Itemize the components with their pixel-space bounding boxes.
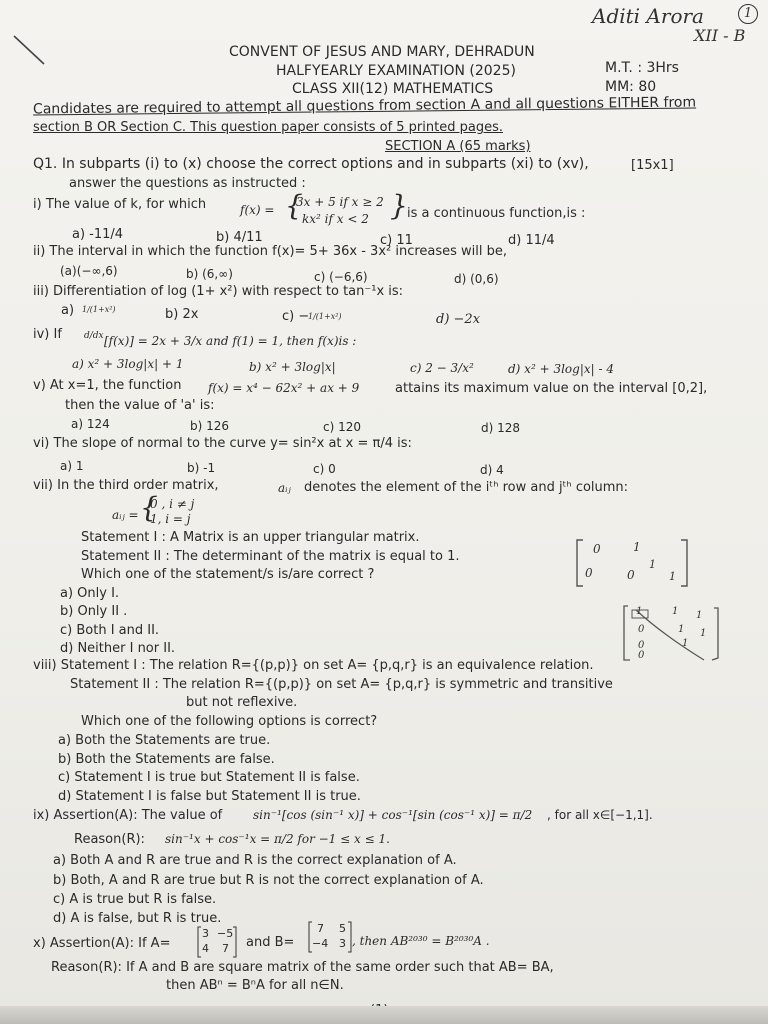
question-i-brace: { [285,189,303,222]
max-marks: MM: 80 [605,79,657,95]
matrix-1-cell: 1 [669,570,676,583]
question-i-option-a: a) -11/4 [72,227,124,242]
question-ii-option-b: b) (6,∞) [186,267,233,281]
matrix-2-cell: 0 [638,624,645,635]
question-ix-option-b: b) Both, A and R are true but R is not the correct explanation of A. [53,873,484,888]
question-iv-if: iv) If [33,327,62,342]
question-vi-option-c: c) 0 [313,462,336,476]
matrix-b-cell: −4 [312,937,329,950]
question-x-statement: , then AB²⁰³⁰ = B²⁰³⁰A . [352,934,490,948]
question-vii-option-c: c) Both I and II. [60,623,160,638]
matrix-1-cell: 0 [585,566,593,580]
question-viii-statement-2: Statement II : The relation R={(p,p)} on set A= {p,q,r} is symmetric and transitive [70,677,613,692]
matrix-1-cell: 0 [593,542,601,556]
question-vi-option-a: a) 1 [60,459,84,473]
matrix-2-cell: 1 [696,610,703,621]
exam-title: HALFYEARLY EXAMINATION (2025) [276,63,516,79]
question-iv-ddx: d/dx [84,331,104,341]
question-vii-case-2: 1, i = j [150,512,191,526]
matrix-2-cell: 0 [638,650,645,661]
question-i-option-c: c) 11 [380,233,413,248]
question-v-text: v) At x=1, the function [33,378,182,393]
matrix-b-cell: 3 [339,937,346,950]
question-iii-text: iii) Differentiation of log (1+ x²) with respect to tan⁻¹x is: [33,284,404,299]
matrix-2-cell: 1 [672,606,679,617]
question-i-option-b: b) 4/11 [216,230,263,245]
question-x-assertion: x) Assertion(A): If A= [33,936,171,951]
question-iii-option-b: b) 2x [165,307,199,322]
question-x-reason-cont: then ABⁿ = BⁿA for all n∈N. [166,978,344,993]
question-viii-statement-1: viii) Statement I : The relation R={(p,p)} on set A= {p,q,r} is an equivalence relation. [33,658,594,673]
question-viii-prompt: Which one of the following options is correct? [81,714,378,729]
matrix-a-cell: 3 [202,927,209,940]
section-a-title: SECTION A (65 marks) [385,139,531,154]
question-iv-option-c: c) 2 − 3/x² [410,361,474,375]
q1-instruction: Q1. In subparts (i) to (x) choose the correct options and in subparts (xi) to (xv), [33,156,589,172]
margin-sketch-matrix-1 [575,538,691,588]
question-vii-option-d: d) Neither I nor II. [60,641,176,656]
question-ix-option-a: a) Both A and R are true and R is the correct explanation of A. [53,853,457,868]
question-ix-option-c: c) A is true but R is false. [53,892,217,907]
question-iii-option-d: d) −2x [436,312,481,327]
question-iii-option-a: a) [61,303,75,318]
question-vii-brace: { [140,491,158,524]
question-vii-aij: aᵢⱼ [278,481,291,495]
question-ii-option-a: (a)(−∞,6) [60,264,118,278]
question-i-fx: f(x) = [240,203,275,217]
question-vii-statement-2: Statement II : The determinant of the matrix is equal to 1. [81,549,460,564]
question-vii-statement-1: Statement I : A Matrix is an upper triangular matrix. [81,530,420,545]
question-ix-option-d: d) A is false, but R is true. [53,911,222,926]
matrix-a [197,926,237,958]
question-v-text-line2: then the value of 'a' is: [65,398,215,413]
q1-marks: [15x1] [631,158,674,173]
instruction-line-1: Candidates are required to attempt all questions from section A and all questions EITHER from [32,94,697,118]
student-name: Aditi Arora [592,4,704,28]
matrix-2-cell: 1 [700,628,707,639]
question-v-text-cont: attains its maximum value on the interval [0,2], [395,381,708,396]
question-ix-reason-label: Reason(R): [74,832,145,847]
question-vii-prompt: Which one of the statement/s is/are correct ? [81,567,375,582]
matrix-2-cell: 0 [638,640,645,651]
question-iv-option-b: b) x² + 3log|x| [249,360,336,374]
question-v-option-c: c) 120 [323,420,361,434]
question-vii-text: vii) In the third order matrix, [33,478,219,493]
question-x-reason: Reason(R): If A and B are square matrix of the same order such that AB= BA, [51,960,554,975]
question-vii-option-b: b) Only II . [60,604,128,619]
school-name: CONVENT OF JESUS AND MARY, DEHRADUN [229,44,535,60]
matrix-2-cell: 1 [678,624,685,635]
question-ix-domain: , for all x∈[−1,1]. [547,808,653,822]
matrix-a-cell: −5 [217,927,234,940]
matrix-1-cell: 0 [627,568,635,582]
matrix-1-cell: 1 [633,540,641,554]
question-i-case-1: 3x + 5 if x ≥ 2 [296,195,384,209]
question-ix-reason: sin⁻¹x + cos⁻¹x = π/2 for −1 ≤ x ≤ 1. [165,832,390,846]
question-iii-option-c-frac: 1/(1+x²) [308,312,342,321]
page-marker-circle [738,4,758,24]
question-v-option-b: b) 126 [190,419,230,433]
question-vi-text: vi) The slope of normal to the curve y= sin²x at x = π/4 is: [33,436,412,451]
question-vii-option-a: a) Only I. [60,586,120,601]
question-i-text: i) The value of k, for which [33,197,207,212]
question-i-text-end: is a continuous function,is : [407,206,586,221]
question-viii-option-b: b) Both the Statements are false. [58,752,275,767]
matrix-1-cell: 1 [649,558,656,571]
question-iii-option-a-frac: 1/(1+x²) [82,305,116,314]
question-ii-text: ii) The interval in which the function f(x)= 5+ 36x - 3x² increases will be, [33,244,508,259]
question-vii-text-cont: denotes the element of the iᵗʰ row and jᵗʰ column: [304,480,629,495]
question-vi-option-b: b) -1 [187,461,216,475]
question-vii-case-1: 0 , i ≠ j [150,497,195,511]
question-viii-option-c: c) Statement I is true but Statement II is false. [58,770,360,785]
class-subject: CLASS XII(12) MATHEMATICS [292,81,494,97]
question-iii-option-c: c) − [282,309,310,324]
question-i-case-2: kx² if x < 2 [302,212,369,226]
question-v-option-d: d) 128 [481,421,521,435]
matrix-b-cell: 5 [339,922,346,935]
question-vi-option-d: d) 4 [480,463,504,477]
matrix-a-cell: 4 [202,942,209,955]
matrix-2-cell: 1 [636,606,643,617]
margin-sketch-matrix-2 [622,604,720,664]
question-x-and-b: and B= [246,935,295,950]
matrix-a-cell: 7 [222,942,229,955]
question-iv-option-a: a) x² + 3log|x| + 1 [72,357,184,371]
question-viii-option-a: a) Both the Statements are true. [58,733,271,748]
question-ix-assertion: ix) Assertion(A): The value of [33,808,223,823]
matrix-2-cell: 1 [682,638,689,649]
question-i-option-d: d) 11/4 [508,233,555,248]
question-vii-aij-def: aᵢⱼ = [112,508,139,522]
question-v-function: f(x) = x⁴ − 62x² + ax + 9 [208,381,360,395]
question-iv-option-d: d) x² + 3log|x| - 4 [508,362,614,376]
page-marker-text: 1 [743,6,753,21]
student-class: XII - B [694,26,746,45]
bottom-shadow-edge [0,1006,768,1024]
matrix-b [308,921,352,953]
question-ii-option-c: c) (−6,6) [314,270,368,284]
question-iv-text: [f(x)] = 2x + 3/x and f(1) = 1, then f(x)is : [104,334,357,348]
question-ix-expression: sin⁻¹[cos (sin⁻¹ x)] + cos⁻¹[sin (cos⁻¹ x)] = π/2 [253,808,533,822]
question-i-brace-close: } [390,189,408,222]
pen-mark-stroke [10,32,50,68]
q1-instruction-cont: answer the questions as instructed : [69,176,306,191]
instruction-line-2: section B OR Section C. This question paper consists of 5 printed pages. [33,120,503,135]
question-viii-statement-2-cont: but not reflexive. [186,695,298,710]
time-allowed: M.T. : 3Hrs [605,60,679,76]
question-ii-option-d: d) (0,6) [454,272,499,286]
question-viii-option-d: d) Statement I is false but Statement II is true. [58,789,361,804]
question-v-option-a: a) 124 [71,417,110,431]
matrix-b-cell: 7 [317,922,324,935]
